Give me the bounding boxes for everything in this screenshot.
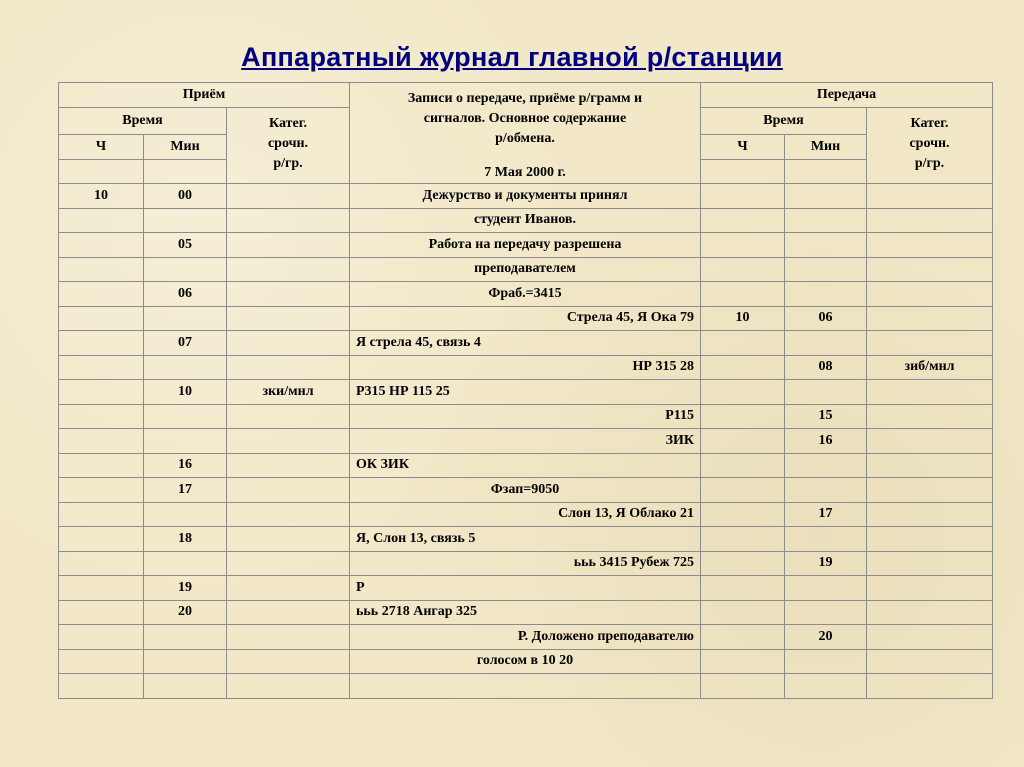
- record-text-cell: ььь 3415 Рубеж 725: [350, 551, 701, 576]
- receive-minute-cell: [144, 502, 227, 527]
- record-text-cell: голосом в 10 20: [350, 649, 701, 674]
- transmit-hour-cell: [701, 527, 785, 552]
- receive-hour-cell: [59, 576, 144, 601]
- page-title: Аппаратный журнал главной р/станции: [241, 42, 783, 72]
- transmit-hour-cell: [701, 478, 785, 503]
- receive-minute-header: Мин: [144, 135, 227, 160]
- transmit-minute-cell: [785, 649, 867, 674]
- category-header-line: р/гр.: [273, 155, 303, 171]
- transmit-category-cell: [867, 257, 993, 282]
- receive-hour-cell: [59, 551, 144, 576]
- journal-row: [59, 257, 993, 282]
- empty-cell: [785, 159, 867, 184]
- transmit-category-cell: [867, 600, 993, 625]
- receive-minute-cell: 05: [144, 233, 227, 258]
- receive-category-cell: [227, 502, 350, 527]
- transmit-minute-cell: 08: [785, 355, 867, 380]
- receive-minute-cell: 20: [144, 600, 227, 625]
- journal-row: [59, 600, 993, 625]
- category-header-line: срочн.: [267, 135, 309, 151]
- journal-row: [59, 355, 993, 380]
- transmit-hour-cell: [701, 355, 785, 380]
- journal-row: [59, 380, 993, 405]
- record-text-cell: Фзап=9050: [350, 478, 701, 503]
- receive-hour-cell: [59, 527, 144, 552]
- transmit-minute-cell: [785, 380, 867, 405]
- receive-hour-cell: [59, 502, 144, 527]
- receive-hour-cell: [59, 600, 144, 625]
- receive-hour-cell: [59, 429, 144, 454]
- receive-category-cell: зки/мнл: [227, 380, 350, 405]
- receive-hour-cell: [59, 380, 144, 405]
- receive-category-cell: [227, 429, 350, 454]
- record-text-cell: Я, Слон 13, связь 5: [350, 527, 701, 552]
- records-header-line: Записи о передаче, приёме р/грамм и: [407, 91, 643, 106]
- receive-hour-cell: [59, 331, 144, 356]
- transmit-minute-cell: [785, 184, 867, 209]
- empty-cell: [701, 159, 785, 184]
- transmit-hour-cell: [701, 184, 785, 209]
- receive-category-cell: [227, 576, 350, 601]
- transmit-hour-cell: [701, 282, 785, 307]
- transmit-minute-cell: [785, 331, 867, 356]
- transmit-minute-cell: 20: [785, 625, 867, 650]
- transmit-hour-cell: [701, 551, 785, 576]
- record-text-cell: Р. Доложено преподавателю: [350, 625, 701, 650]
- category-header-line: Катег.: [910, 115, 949, 131]
- transmit-minute-cell: 06: [785, 306, 867, 331]
- transmit-hour-cell: [701, 625, 785, 650]
- transmit-minute-cell: [785, 527, 867, 552]
- transmit-hour-cell: [701, 331, 785, 356]
- header-row-1: [59, 83, 993, 108]
- receive-category-cell: [227, 625, 350, 650]
- receive-minute-cell: 17: [144, 478, 227, 503]
- journal-row: [59, 404, 993, 429]
- journal-row: [59, 184, 993, 209]
- receive-minute-cell: [144, 355, 227, 380]
- transmit-hour-cell: [701, 576, 785, 601]
- journal-row: [59, 331, 993, 356]
- transmit-minute-cell: [785, 233, 867, 258]
- journal-row: [59, 649, 993, 674]
- receive-category-header: [227, 107, 350, 184]
- receive-hour-cell: [59, 208, 144, 233]
- journal-row: [59, 502, 993, 527]
- transmit-hour-cell: [701, 233, 785, 258]
- journal-row: [59, 233, 993, 258]
- transmit-category-cell: [867, 380, 993, 405]
- receive-category-cell: [227, 649, 350, 674]
- receive-hour-cell: [59, 478, 144, 503]
- transmit-hour-cell: [701, 674, 785, 699]
- record-text-cell: студент Иванов.: [350, 208, 701, 233]
- transmit-minute-cell: 16: [785, 429, 867, 454]
- receive-category-cell: [227, 600, 350, 625]
- receive-hour-cell: [59, 674, 144, 699]
- receive-hour-cell: [59, 625, 144, 650]
- transmit-category-cell: [867, 527, 993, 552]
- transmit-category-cell: [867, 404, 993, 429]
- receive-minute-cell: [144, 674, 227, 699]
- record-text-cell: ььь 2718 Ангар 325: [350, 600, 701, 625]
- transmit-category-cell: [867, 674, 993, 699]
- receive-category-cell: [227, 331, 350, 356]
- receive-hour-cell: [59, 257, 144, 282]
- record-text-cell: Стрела 45, Я Ока 79: [350, 306, 701, 331]
- transmit-minute-cell: 15: [785, 404, 867, 429]
- transmit-hour-cell: [701, 208, 785, 233]
- transmit-category-cell: [867, 453, 993, 478]
- transmit-minute-header: Мин: [785, 135, 867, 160]
- transmit-minute-cell: [785, 282, 867, 307]
- transmit-hour-cell: [701, 429, 785, 454]
- record-text-cell: Дежурство и документы принял: [350, 184, 701, 209]
- receive-category-cell: [227, 208, 350, 233]
- transmit-category-cell: [867, 282, 993, 307]
- transmit-minute-cell: 19: [785, 551, 867, 576]
- transmit-minute-cell: [785, 208, 867, 233]
- transmit-hour-cell: [701, 404, 785, 429]
- receive-minute-cell: 07: [144, 331, 227, 356]
- transmit-category-cell: зиб/мнл: [867, 355, 993, 380]
- records-header-line: р/обмена.: [495, 131, 555, 146]
- transmit-hour-cell: 10: [701, 306, 785, 331]
- receive-category-cell: [227, 674, 350, 699]
- receive-hour-header: Ч: [59, 135, 144, 160]
- journal-row: [59, 527, 993, 552]
- transmit-category-cell: [867, 576, 993, 601]
- transmit-hour-header: Ч: [701, 135, 785, 160]
- record-text-cell: Фраб.=3415: [350, 282, 701, 307]
- journal-date: 7 Мая 2000 г.: [484, 165, 566, 180]
- record-text-cell: Слон 13, Я Облако 21: [350, 502, 701, 527]
- record-text-cell: Р115: [350, 404, 701, 429]
- receive-category-cell: [227, 551, 350, 576]
- receive-minute-cell: [144, 649, 227, 674]
- record-text-cell: Работа на передачу разрешена: [350, 233, 701, 258]
- radio-journal-table: [58, 82, 993, 699]
- receive-header: Приём: [59, 83, 350, 108]
- journal-row: [59, 208, 993, 233]
- category-header-line: р/гр.: [914, 155, 945, 171]
- receive-minute-cell: 18: [144, 527, 227, 552]
- transmit-minute-cell: [785, 453, 867, 478]
- receive-category-cell: [227, 233, 350, 258]
- record-text-cell: преподавателем: [350, 257, 701, 282]
- receive-category-cell: [227, 527, 350, 552]
- journal-row: [59, 674, 993, 699]
- record-text-cell: ОК ЗИК: [350, 453, 701, 478]
- receive-category-cell: [227, 355, 350, 380]
- receive-category-cell: [227, 453, 350, 478]
- receive-category-cell: [227, 404, 350, 429]
- transmit-hour-cell: [701, 502, 785, 527]
- receive-category-cell: [227, 306, 350, 331]
- receive-minute-cell: [144, 306, 227, 331]
- journal-row: [59, 576, 993, 601]
- transmit-hour-cell: [701, 649, 785, 674]
- record-text-cell: Р: [350, 576, 701, 601]
- record-text-cell: Я стрела 45, связь 4: [350, 331, 701, 356]
- receive-category-cell: [227, 478, 350, 503]
- receive-category-cell: [227, 282, 350, 307]
- journal-body: [59, 184, 993, 699]
- receive-hour-cell: [59, 233, 144, 258]
- receive-minute-cell: 16: [144, 453, 227, 478]
- receive-hour-cell: [59, 282, 144, 307]
- receive-minute-cell: 19: [144, 576, 227, 601]
- journal-row: [59, 625, 993, 650]
- transmit-time-header: Время: [701, 107, 867, 135]
- receive-time-header: Время: [59, 107, 227, 135]
- transmit-minute-cell: [785, 674, 867, 699]
- transmit-hour-cell: [701, 600, 785, 625]
- record-text-cell: Р315 НР 115 25: [350, 380, 701, 405]
- transmit-minute-cell: 17: [785, 502, 867, 527]
- receive-hour-cell: [59, 453, 144, 478]
- receive-hour-cell: [59, 649, 144, 674]
- transmit-hour-cell: [701, 380, 785, 405]
- receive-hour-cell: 10: [59, 184, 144, 209]
- transmit-category-cell: [867, 208, 993, 233]
- journal-row: [59, 551, 993, 576]
- transmit-category-cell: [867, 306, 993, 331]
- receive-category-cell: [227, 184, 350, 209]
- records-header: [350, 83, 701, 184]
- transmit-category-cell: [867, 429, 993, 454]
- receive-hour-cell: [59, 306, 144, 331]
- receive-minute-cell: 00: [144, 184, 227, 209]
- transmit-minute-cell: [785, 478, 867, 503]
- receive-minute-cell: 06: [144, 282, 227, 307]
- transmit-category-header: [867, 107, 993, 184]
- transmit-category-cell: [867, 478, 993, 503]
- transmit-category-cell: [867, 551, 993, 576]
- receive-category-cell: [227, 257, 350, 282]
- receive-minute-cell: [144, 208, 227, 233]
- receive-minute-cell: [144, 429, 227, 454]
- receive-hour-cell: [59, 404, 144, 429]
- transmit-category-cell: [867, 331, 993, 356]
- transmit-category-cell: [867, 625, 993, 650]
- journal-row: [59, 306, 993, 331]
- transmit-minute-cell: [785, 257, 867, 282]
- category-header-line: срочн.: [909, 135, 950, 151]
- transmit-header: Передача: [701, 83, 993, 108]
- receive-hour-cell: [59, 355, 144, 380]
- receive-minute-cell: [144, 551, 227, 576]
- transmit-hour-cell: [701, 257, 785, 282]
- empty-cell: [59, 159, 144, 184]
- receive-minute-cell: [144, 625, 227, 650]
- transmit-hour-cell: [701, 453, 785, 478]
- journal-row: [59, 453, 993, 478]
- record-text-cell: [350, 674, 701, 699]
- transmit-minute-cell: [785, 600, 867, 625]
- journal-row: [59, 282, 993, 307]
- record-text-cell: НР 315 28: [350, 355, 701, 380]
- category-header-line: Катег.: [269, 115, 307, 131]
- receive-minute-cell: 10: [144, 380, 227, 405]
- transmit-minute-cell: [785, 576, 867, 601]
- transmit-category-cell: [867, 649, 993, 674]
- transmit-category-cell: [867, 233, 993, 258]
- receive-minute-cell: [144, 257, 227, 282]
- records-header-line: сигналов. Основное содержание: [423, 111, 627, 126]
- transmit-category-cell: [867, 184, 993, 209]
- record-text-cell: ЗИК: [350, 429, 701, 454]
- journal-row: [59, 429, 993, 454]
- empty-cell: [144, 159, 227, 184]
- transmit-category-cell: [867, 502, 993, 527]
- receive-minute-cell: [144, 404, 227, 429]
- journal-row: [59, 478, 993, 503]
